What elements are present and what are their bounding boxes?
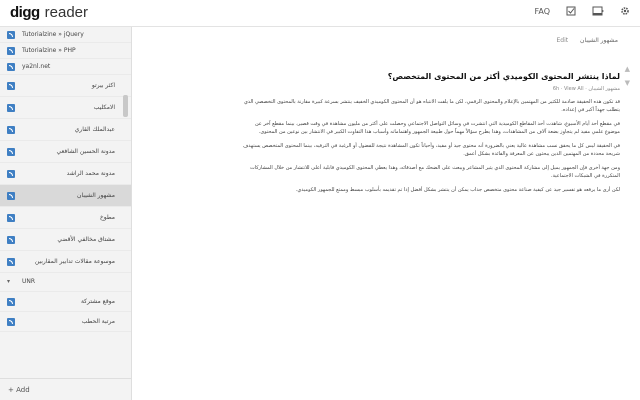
rss-icon: [7, 126, 15, 134]
rss-icon: [7, 82, 15, 90]
folder-label: UNR: [22, 278, 36, 285]
sidebar-item-feed[interactable]: [0, 292, 131, 312]
chevron-down-icon[interactable]: ▼: [624, 79, 630, 87]
sidebar-item-feed[interactable]: [0, 251, 131, 273]
sidebar-item-label: مشتاق مخالفي الأقضي: [57, 236, 115, 243]
rss-icon: [7, 298, 15, 306]
sidebar-item-label: Tutorialzine » jQuery: [22, 31, 84, 38]
sidebar-item-label: Tutorialzine » PHP: [22, 47, 76, 54]
rss-icon: [7, 63, 15, 71]
sidebar-item-label: ya2nl.net: [22, 63, 51, 70]
article-paragraph: في مقطع أحد أيام الأسبوع، شاهدت أحد المقاطع الكوميدية التي انتشرت في وسائل التواصل الاجتماعي وحصلت على أكثر من مليون مشاهدة في وقت قصير، بينما مقطع آخر عن موضوع علمي مفيد لم يتجاوز بضعة آلاف من المشاهدات، وهذا يطرح سؤالاً مهماً حول طبيعة الجمهور واهتماماته وأسباب هذا التفاوت الكبير في الانتشار بين نوعين من المحتوى.: [254, 121, 620, 135]
sidebar-item-label: مشهور الشيبان: [77, 192, 115, 199]
faq-link[interactable]: FAQ: [534, 6, 550, 16]
sidebar-item-label: الامكليب: [93, 104, 115, 111]
article-title[interactable]: لماذا ينتشر المحتوى الكوميدي أكثر من المحتوى المتخصص؟: [387, 72, 620, 81]
chevron-up-icon[interactable]: ▲: [624, 65, 630, 73]
sidebar-item-label: اكثر بيرتو: [91, 82, 115, 89]
sidebar-item-label: مطوخ: [99, 214, 115, 221]
chevron-down-icon: ▾: [7, 278, 11, 285]
sidebar-item-feed[interactable]: [0, 97, 131, 119]
sidebar-item-label: مدونة الحسين الشافعي: [56, 148, 115, 155]
sidebar-item-feed[interactable]: [0, 207, 131, 229]
rss-icon: [7, 258, 15, 266]
sidebar-item-feed[interactable]: [0, 229, 131, 251]
sidebar-item-label: موقع مشتركة: [80, 298, 115, 305]
logo-digg: digg: [10, 4, 40, 21]
rss-icon: [7, 170, 15, 178]
sidebar-item-feed[interactable]: [0, 141, 131, 163]
sidebar-item-feed[interactable]: [0, 119, 131, 141]
sidebar-item-feed[interactable]: [0, 163, 131, 185]
rss-icon: [7, 31, 15, 39]
rss-icon: [7, 214, 15, 222]
gear-icon[interactable]: [620, 6, 630, 16]
sidebar: [0, 27, 132, 400]
sidebar-item-feed[interactable]: [0, 59, 131, 75]
sidebar-item-feed[interactable]: [0, 27, 131, 43]
sidebar-item-label: مدونة محمد الراشد: [66, 170, 115, 177]
rss-icon: [7, 47, 15, 55]
top-bar: [0, 0, 640, 27]
sidebar-item-label: عبدالملك القاري: [74, 126, 115, 133]
checkbox-icon[interactable]: [566, 6, 576, 16]
article-paragraph: في الحقيقة ليس كل ما يحقق نسب مشاهدة عالية يعني بالضرورة أنه محتوى جيد أو مفيد، وأحياناً تكون المشاهدة نتيجة للفضول أو الرغبة في الترفيه، بينما المحتوى المتخصص يستهدف شريحة محددة من المهتمين الذين يبحثون عن المعرفة والفائدة بشكل أعمق.: [243, 143, 620, 157]
panel-icon[interactable]: [592, 6, 604, 16]
sidebar-item-feed[interactable]: [0, 43, 131, 59]
rss-icon: [7, 104, 15, 112]
sidebar-item-active[interactable]: [0, 185, 131, 207]
article: [240, 71, 620, 195]
sidebar-folder[interactable]: [0, 273, 131, 292]
sidebar-item-label: موسوعة مقالات تدابير المقاربين: [34, 258, 115, 265]
rss-icon: [7, 148, 15, 156]
article-paragraph: قد تكون هذه الحقيقة صادمة للكثير من المهتمين بالإعلام والمحتوى الرقمي، لكن ما يلفت الانتباه هو أن المحتوى الكوميدي الخفيف ينتشر بسرعة كبيرة مقارنة بالمحتوى التخصصي الذي يتطلب جهداً أكبر في إعداده.: [243, 99, 620, 113]
breadcrumb: [557, 37, 619, 44]
add-subscription-button[interactable]: + Add: [0, 378, 131, 400]
sidebar-item-feed[interactable]: [0, 312, 131, 332]
app-logo[interactable]: [10, 4, 88, 21]
logo-reader: reader: [44, 4, 89, 21]
top-toolbar: [535, 6, 631, 16]
article-paragraph: لكن أرى ما يرفعه هو تفسير جيد عن كيفية صناعة محتوى متخصص جذاب يمكن أن ينتشر بشكل أفضل إذا تم تقديمه بأسلوب مبسط وممتع للجمهور الكوميدي.: [295, 187, 620, 193]
article-paragraph: ومن جهة أخرى فإن الجمهور يميل إلى مشاركة المحتوى الذي يثير المشاعر ويبعث على الضحك مع أصدقائه، وهذا يعطي المحتوى الكوميدي قابلية أعلى للانتشار من خلال المشاركات المتكررة في الشبكات الاجتماعية.: [250, 165, 620, 179]
breadcrumb-feed-title: مشهور الشيبان: [580, 37, 618, 44]
article-meta: مشهور الشيبان · 6h · View All: [552, 86, 620, 92]
sidebar-scrollbar[interactable]: [123, 95, 128, 117]
main-panel: [132, 27, 640, 400]
sidebar-item-label: مرتبة الحطب: [81, 318, 115, 325]
rss-icon: [7, 192, 15, 200]
rss-icon: [7, 318, 15, 326]
edit-link[interactable]: Edit: [556, 37, 569, 44]
rss-icon: [7, 236, 15, 244]
sidebar-item-feed[interactable]: [0, 75, 131, 97]
